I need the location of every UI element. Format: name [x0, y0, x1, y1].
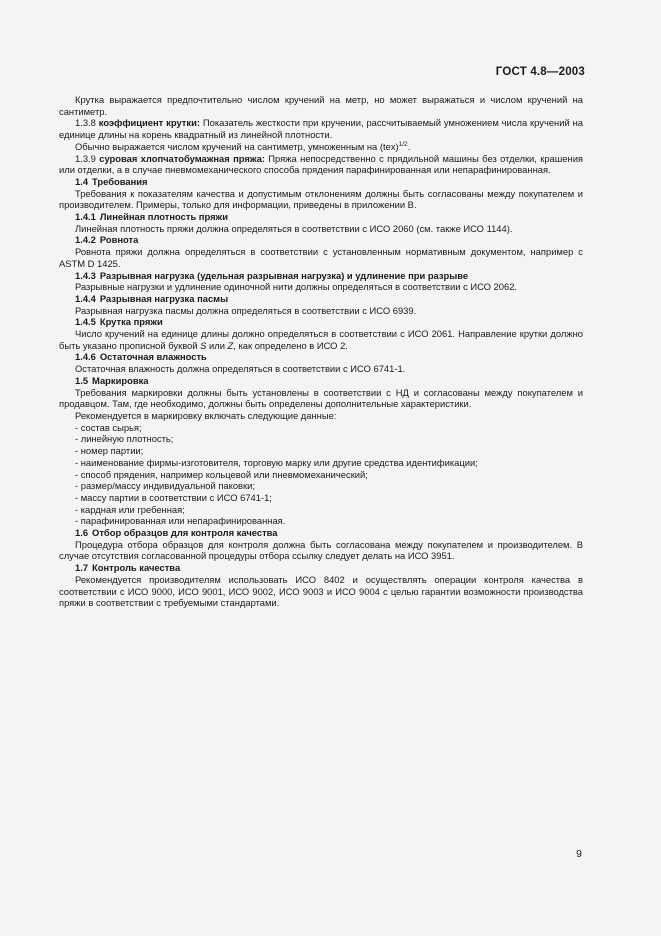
heading-number: 1.4.4	[75, 292, 96, 304]
standard-header: ГОСТ 4.8—2003	[495, 66, 585, 78]
paragraph-yarn-twist	[59, 328, 583, 351]
paragraph-moisture: Остаточная влажность должна определяться в соответствии с ИСО 6741-1.	[75, 363, 406, 375]
text-run: или	[206, 339, 228, 351]
heading-1-4-2	[59, 234, 583, 246]
italic-letter: Z	[227, 339, 234, 351]
heading-1-4-4	[59, 293, 583, 305]
heading-title: Разрывная нагрузка (удельная разрывная нагрузка) и удлинение при разрыве	[99, 269, 469, 281]
definition-text: Пряжа непосредственно с прядильной машины без отделки, крашения или отделки, а в случае пневмомеханического способа прядения парафинированная или непарафинированная.	[59, 152, 584, 176]
heading-number: 1.4.6	[75, 351, 96, 363]
heading-title: Крутка пряжи	[99, 316, 163, 328]
heading-1-4-5	[59, 316, 583, 328]
list-item: - номер партии;	[75, 445, 144, 457]
text-run: .	[407, 140, 411, 152]
heading-number: 1.6	[75, 527, 89, 539]
list-item: - кардная или гребенная;	[75, 503, 185, 515]
text-run: Число кручений на единице длины должно определяться в соответствии с ИСО 2061. Направление крутки должно быть указано прописной буквой	[59, 328, 583, 351]
heading-number: 1.4.1	[75, 211, 96, 223]
italic-letter: S	[200, 339, 207, 351]
paragraph-twist-units: Крутка выражается предпочтительно числом кручений на метр, но может выражаться и числом кручений на сантиметр.	[59, 94, 583, 117]
list-item: - размер/массу индивидуальной паковки;	[75, 480, 255, 492]
paragraph-sampling: Процедура отбора образцов для контроля должна быть согласована между покупателем и производителем. В случае отсутствия согласованной процедуры отбора ссылку следует делать на ИСО 3951.	[59, 538, 583, 562]
paragraph-breaking-load: Разрывные нагрузки и удлинение одиночной нити должны определяться в соответствии с ИСО 2062.	[75, 281, 518, 293]
clause-1-3-9	[59, 153, 583, 176]
clause-1-3-8	[59, 117, 583, 140]
definition-text: Показатель жесткости при кручении, рассчитываемый умножением числа кручений на единице длины на корень квадратный из линейной плотности.	[59, 117, 583, 141]
list-item: - парафинированная или непарафинированная.	[75, 515, 286, 527]
marking-list	[59, 422, 583, 527]
paragraph-marking-recommend: Рекомендуется в маркировку включать следующие данные:	[75, 409, 337, 421]
paragraph-marking: Требования маркировки должны быть установлены в соответствии с НД и согласованы между покупателем и продавцом. Там, где необходимо, должны быть определены дополнительные характеристики.	[59, 386, 583, 410]
heading-1-4	[59, 176, 583, 188]
list-item: - массу партии в соответствии с ИСО 6741-1;	[75, 491, 272, 503]
heading-number: 1.7	[75, 562, 89, 574]
paragraph-linear-density: Линейная плотность пряжи должна определяться в соответствии с ИСО 2060 (см. также ИСО 1144).	[75, 222, 513, 234]
term-twist-factor: коэффициент крутки:	[98, 117, 200, 129]
page-number: 9	[576, 848, 582, 860]
paragraph-quality-control: Рекомендуется производителям использовать ИСО 8402 и осуществлять операции контроля качества в соответствии с ИСО 9000, ИСО 9001, ИСО 9002, ИСО 9003 и ИСО 9004 с целью гарантии возможности производства пряжи в соответствии с требуемыми стандартами.	[59, 573, 583, 609]
heading-1-7	[59, 562, 583, 574]
heading-number: 1.4.3	[75, 269, 96, 281]
heading-title: Требования	[92, 175, 148, 187]
heading-1-4-1	[59, 211, 583, 223]
document-body	[59, 94, 583, 609]
list-item: - наименование фирмы-изготовителя, торговую марку или другие средства идентификации;	[75, 456, 478, 468]
heading-number: 1.4	[75, 175, 89, 187]
heading-title: Маркировка	[92, 374, 149, 386]
heading-title: Отбор образцов для контроля качества	[92, 527, 278, 539]
list-item: - способ прядения, например кольцевой или пневмомеханический;	[75, 468, 368, 480]
paragraph-skein-load: Разрывная нагрузка пасмы должна определяться в соответствии с ИСО 6939.	[75, 304, 417, 316]
paragraph-requirements: Требования к показателям качества и допустимым отклонениям должны быть согласованы между покупателем и производителем. Примеры, только для информации, приведены в приложении В.	[59, 187, 583, 211]
clause-number: 1.3.8	[75, 117, 96, 129]
text-run: , как определено в ИСО 2.	[233, 339, 348, 351]
superscript: 1/2	[398, 140, 408, 148]
clause-number: 1.3.9	[75, 152, 96, 164]
heading-1-6	[59, 527, 583, 539]
heading-title: Разрывная нагрузка пасмы	[99, 292, 229, 304]
heading-number: 1.4.2	[75, 234, 96, 246]
list-item: - состав сырья;	[75, 421, 142, 433]
text-run: Обычно выражается числом кручений на сантиметр, умноженным на (tex)	[75, 140, 399, 152]
heading-number: 1.5	[75, 374, 89, 386]
heading-title: Остаточная влажность	[99, 351, 207, 363]
paragraph-twist-factor-units	[59, 141, 583, 153]
heading-title: Ровнота	[99, 234, 139, 246]
heading-1-5	[59, 375, 583, 387]
heading-1-4-6	[59, 351, 583, 363]
term-grey-cotton-yarn: суровая хлопчатобумажная пряжа:	[99, 152, 265, 164]
heading-number: 1.4.5	[75, 316, 96, 328]
list-item: - линейную плотность;	[75, 433, 174, 445]
heading-title: Контроль качества	[92, 562, 181, 574]
paragraph-evenness: Ровнота пряжи должна определяться в соответствии с установленным нормативным документом, например с ASTM D 1425.	[59, 246, 583, 269]
heading-1-4-3	[59, 270, 583, 282]
heading-title: Линейная плотность пряжи	[99, 211, 228, 223]
